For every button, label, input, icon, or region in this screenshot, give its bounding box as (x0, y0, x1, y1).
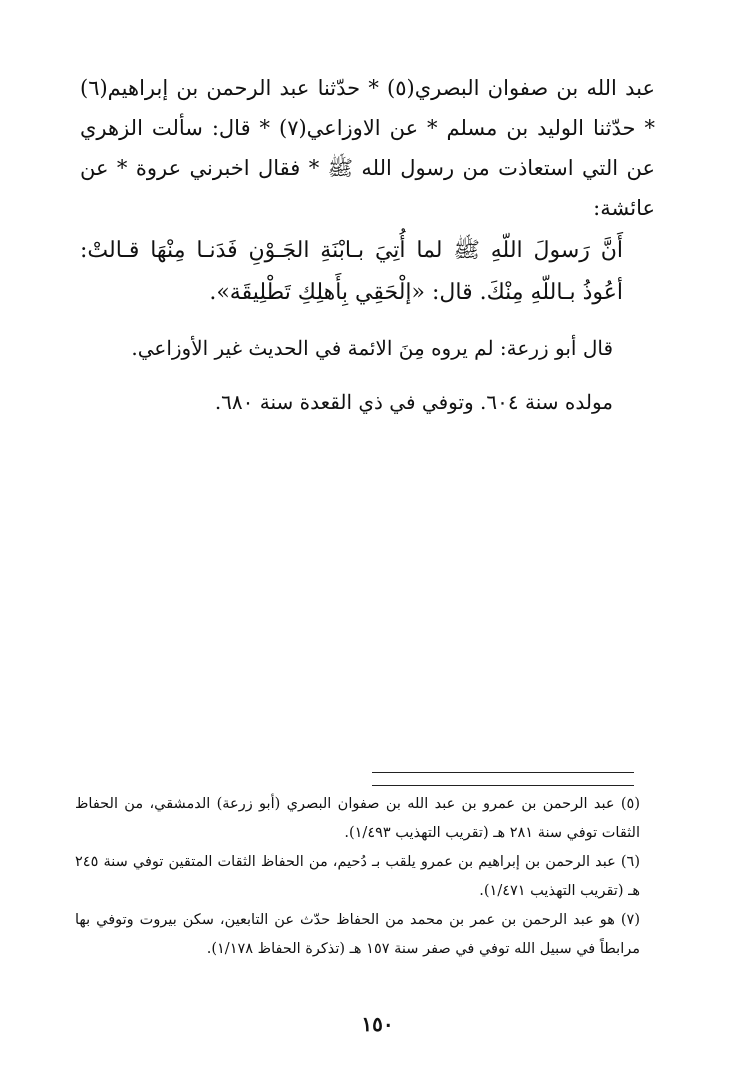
footnote-separator-top (372, 772, 634, 773)
footnote-7: (٧) هو عبد الرحمن بن عمر بن محمد من الحفاظ حدّث عن التابعين، سكن بيروت وتوفي بها مرابطاً في سبيل الله توفي في صفر سنة ١٥٧ هـ (تذكرة الحفاظ ١/١٧٨). (75, 912, 640, 957)
abu-zurah-remark: قال أبو زرعة: لم يروه مِنَ الائمة في الحديث غير الأوزاعي. (131, 336, 613, 360)
isnad-paragraph: عبد الله بن صفوان البصري(٥) * حدّثنا عبد الرحمن بن إبراهيم(٦) * حدّثنا الوليد بن مسلم * عن الاوزاعي(٧) * قال: سألت الزهري عن التي استعاذت من رسول الله ﷺ * فقال اخبرني عروة * عن عائشة: (80, 76, 655, 220)
footnotes-block (75, 790, 640, 964)
footnote-5: (٥) عبد الرحمن بن عمرو بن عبد الله بن صفوان البصري (أبو زرعة) الدمشقي، من الحفاظ الثقات توفي سنة ٢٨١ هـ (تقريب التهذيب ١/٤٩٣). (75, 796, 640, 841)
birth-death-note: مولده سنة ٦٠٤. وتوفي في ذي القعدة سنة ٦٨٠. (214, 390, 613, 414)
main-text-block (80, 68, 655, 422)
page-number: ١٥٠ (361, 1012, 394, 1036)
footnote-6: (٦) عبد الرحمن بن إبراهيم بن عمرو يلقب بـ دُحيم، من الحفاظ الثقات المتقين توفي سنة ٢٤٥ هـ (تقريب التهذيب ١/٤٧١). (75, 854, 640, 899)
hadith-text: أَنَّ رَسولَ اللّهِ ﷺ لما أُتِيَ بـابْنَةِ الجَـوْنِ فَدَنـا مِنْهَا قـالتْ: أعُوذُ بـاللّهِ مِنْكَ. قال: «إلْحَقِي بِأَهلِكِ تَطْلِيقَة». (80, 238, 623, 305)
footnote-separator-bottom (372, 785, 634, 786)
